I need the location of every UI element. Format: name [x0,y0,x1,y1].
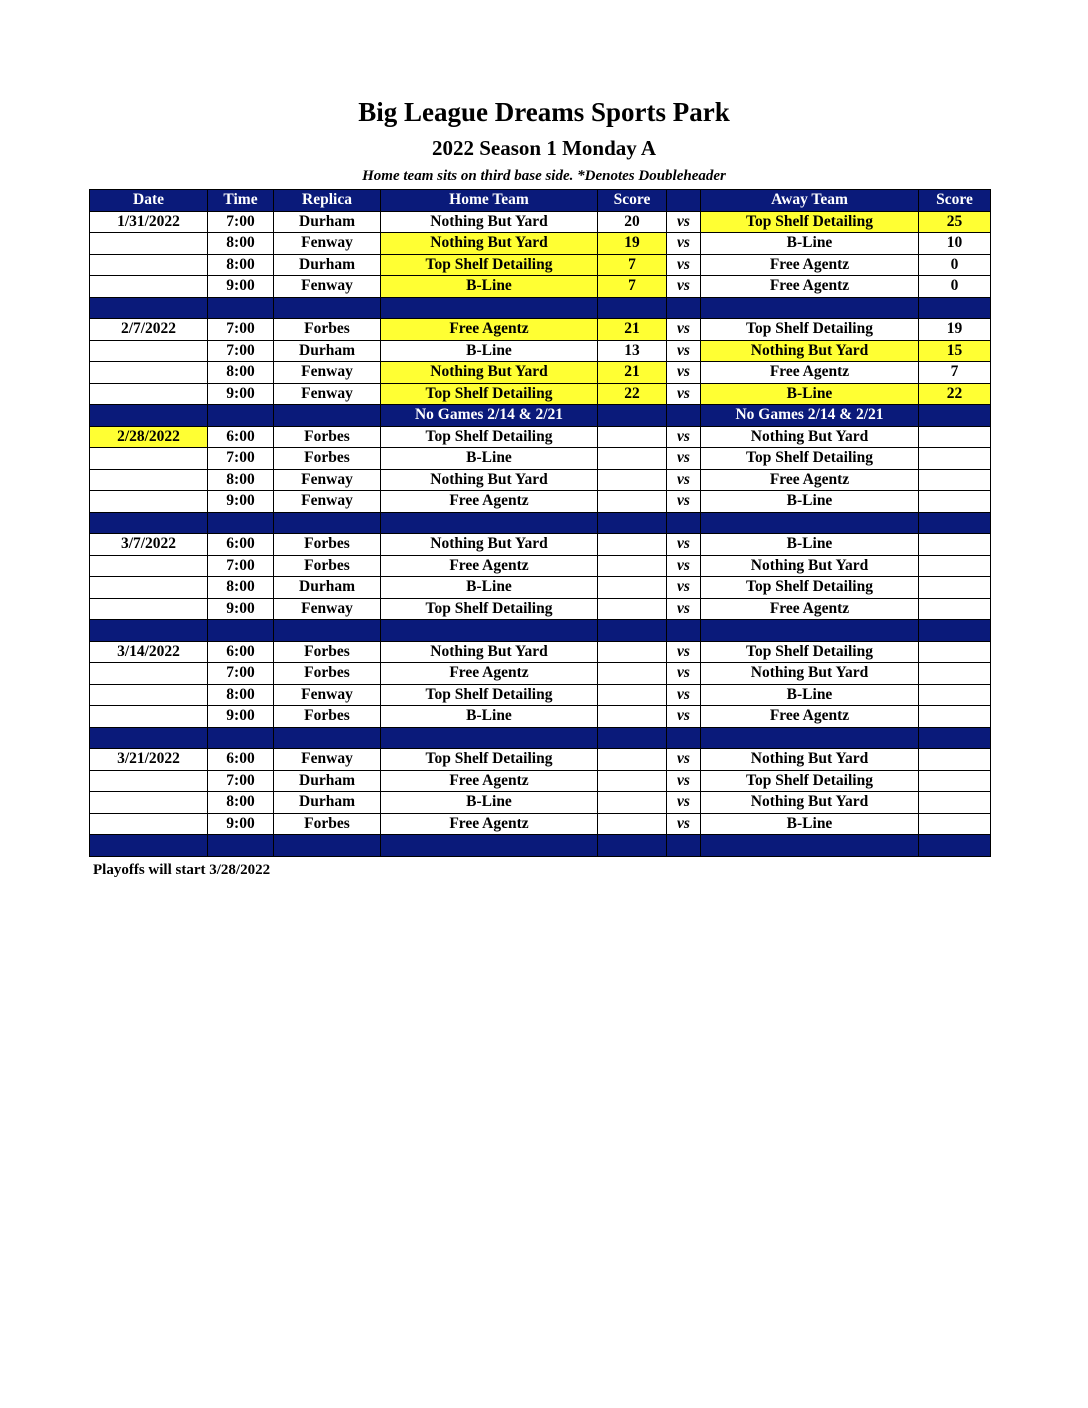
vs-label: vs [667,577,701,599]
game-replica: Forbes [274,319,381,341]
away-team: Nothing But Yard [701,663,919,685]
game-replica: Fenway [274,362,381,384]
vs-label: vs [667,469,701,491]
game-time: 7:00 [208,448,274,470]
page-title: Big League Dreams Sports Park [358,97,730,127]
separator-cell [667,512,701,534]
separator-cell [667,405,701,427]
home-score [598,749,667,771]
game-date [90,684,208,706]
game-date [90,706,208,728]
game-time: 7:00 [208,555,274,577]
separator-cell [208,405,274,427]
game-replica: Forbes [274,448,381,470]
game-replica: Fenway [274,598,381,620]
away-team: B-Line [701,684,919,706]
game-time: 8:00 [208,684,274,706]
separator-home-note [381,297,598,319]
away-team: B-Line [701,534,919,556]
away-team: B-Line [701,233,919,255]
game-date [90,362,208,384]
home-team: Top Shelf Detailing [381,254,598,276]
game-date: 3/14/2022 [90,641,208,663]
game-time: 8:00 [208,233,274,255]
separator-row [90,405,991,427]
schedule-body [90,211,991,856]
table-row [90,254,991,276]
home-team: B-Line [381,340,598,362]
home-team: Nothing But Yard [381,534,598,556]
home-team: Nothing But Yard [381,233,598,255]
separator-cell [598,835,667,857]
separator-cell [274,297,381,319]
home-score: 21 [598,319,667,341]
game-time: 9:00 [208,383,274,405]
playoffs-note: Playoffs will start 3/28/2022 [93,862,271,878]
separator-cell [274,405,381,427]
separator-away-note [701,297,919,319]
table-row [90,555,991,577]
game-time: 9:00 [208,491,274,513]
home-team: Nothing But Yard [381,641,598,663]
separator-cell [90,297,208,319]
home-score [598,534,667,556]
away-team: Nothing But Yard [701,792,919,814]
table-row [90,448,991,470]
separator-cell [919,405,991,427]
vs-label: vs [667,663,701,685]
home-team: Top Shelf Detailing [381,426,598,448]
game-date [90,383,208,405]
away-score [919,663,991,685]
game-date [90,813,208,835]
home-score: 22 [598,383,667,405]
game-time: 6:00 [208,534,274,556]
home-team: Nothing But Yard [381,362,598,384]
game-replica: Fenway [274,749,381,771]
vs-label: vs [667,233,701,255]
game-replica: Forbes [274,555,381,577]
vs-label: vs [667,749,701,771]
game-time: 9:00 [208,598,274,620]
game-date [90,340,208,362]
away-score [919,749,991,771]
game-time: 8:00 [208,362,274,384]
away-score [919,813,991,835]
game-replica: Durham [274,340,381,362]
separator-cell [208,297,274,319]
vs-label: vs [667,340,701,362]
game-replica: Forbes [274,706,381,728]
table-row [90,319,991,341]
table-header-row [90,190,991,212]
separator-cell [598,727,667,749]
away-score [919,555,991,577]
column-header-away-score: Score [919,190,991,212]
home-score: 21 [598,362,667,384]
separator-cell [919,297,991,319]
away-score: 19 [919,319,991,341]
game-date: 2/7/2022 [90,319,208,341]
away-team: Free Agentz [701,598,919,620]
away-team: B-Line [701,813,919,835]
away-score: 10 [919,233,991,255]
away-score [919,534,991,556]
home-score [598,555,667,577]
home-score [598,684,667,706]
separator-cell [598,512,667,534]
table-row [90,598,991,620]
home-score [598,770,667,792]
away-score: 22 [919,383,991,405]
separator-home-note [381,512,598,534]
game-date [90,233,208,255]
game-replica: Fenway [274,233,381,255]
away-score [919,706,991,728]
game-time: 8:00 [208,792,274,814]
away-team: Top Shelf Detailing [701,448,919,470]
away-score [919,792,991,814]
away-team: Free Agentz [701,276,919,298]
table-row [90,383,991,405]
game-time: 6:00 [208,749,274,771]
separator-cell [208,727,274,749]
away-team: Free Agentz [701,362,919,384]
home-score [598,813,667,835]
schedule-note: Home team sits on third base side. *Denotes Doubleheader [362,168,726,184]
away-score: 7 [919,362,991,384]
game-replica: Forbes [274,641,381,663]
separator-home-note [381,727,598,749]
game-time: 9:00 [208,813,274,835]
separator-row [90,835,991,857]
separator-cell [274,835,381,857]
separator-home-note [381,835,598,857]
table-row [90,340,991,362]
vs-label: vs [667,813,701,835]
game-date [90,577,208,599]
table-row [90,684,991,706]
game-date: 2/28/2022 [90,426,208,448]
page-subtitle: 2022 Season 1 Monday A [431,136,657,160]
game-date [90,469,208,491]
separator-cell [598,405,667,427]
home-score [598,792,667,814]
vs-label: vs [667,598,701,620]
table-row [90,706,991,728]
vs-label: vs [667,491,701,513]
away-team: Top Shelf Detailing [701,770,919,792]
away-score [919,577,991,599]
home-team: Top Shelf Detailing [381,383,598,405]
home-team: B-Line [381,577,598,599]
away-score [919,598,991,620]
vs-label: vs [667,319,701,341]
column-header-replica: Replica [274,190,381,212]
home-team: Top Shelf Detailing [381,684,598,706]
separator-cell [667,297,701,319]
game-time: 7:00 [208,770,274,792]
separator-home-note [381,620,598,642]
game-date [90,663,208,685]
game-replica: Durham [274,770,381,792]
game-time: 7:00 [208,319,274,341]
home-team: B-Line [381,276,598,298]
away-score [919,426,991,448]
game-replica: Fenway [274,684,381,706]
separator-home-note: No Games 2/14 & 2/21 [381,405,598,427]
vs-label: vs [667,276,701,298]
home-score [598,706,667,728]
table-row [90,641,991,663]
vs-label: vs [667,555,701,577]
away-team: Free Agentz [701,254,919,276]
column-header-time: Time [208,190,274,212]
separator-cell [274,512,381,534]
separator-cell [90,405,208,427]
separator-cell [919,620,991,642]
column-header-date: Date [90,190,208,212]
game-replica: Forbes [274,813,381,835]
away-team: Nothing But Yard [701,749,919,771]
schedule-table [89,189,991,857]
table-row [90,577,991,599]
home-score [598,663,667,685]
game-date [90,254,208,276]
game-replica: Durham [274,211,381,233]
separator-cell [90,727,208,749]
column-header-home-team: Home Team [381,190,598,212]
home-team: Nothing But Yard [381,469,598,491]
away-team: Top Shelf Detailing [701,211,919,233]
column-header-away-team: Away Team [701,190,919,212]
home-score: 7 [598,276,667,298]
game-time: 8:00 [208,469,274,491]
vs-label: vs [667,770,701,792]
home-score [598,491,667,513]
separator-away-note [701,727,919,749]
home-team: B-Line [381,706,598,728]
game-time: 9:00 [208,276,274,298]
away-team: Nothing But Yard [701,426,919,448]
game-date [90,770,208,792]
away-team: B-Line [701,491,919,513]
table-row [90,534,991,556]
separator-cell [90,620,208,642]
away-score: 15 [919,340,991,362]
vs-label: vs [667,211,701,233]
separator-away-note [701,835,919,857]
game-date: 3/7/2022 [90,534,208,556]
separator-cell [598,297,667,319]
separator-cell [274,620,381,642]
home-team: Free Agentz [381,491,598,513]
vs-label: vs [667,426,701,448]
away-score [919,770,991,792]
away-team: Top Shelf Detailing [701,319,919,341]
separator-away-note: No Games 2/14 & 2/21 [701,405,919,427]
separator-cell [208,512,274,534]
game-date [90,491,208,513]
table-row [90,792,991,814]
separator-cell [667,835,701,857]
away-team: Nothing But Yard [701,555,919,577]
column-header-vs [667,190,701,212]
game-time: 7:00 [208,340,274,362]
home-score [598,448,667,470]
game-date [90,555,208,577]
separator-row [90,620,991,642]
table-row [90,663,991,685]
separator-row [90,727,991,749]
game-replica: Durham [274,577,381,599]
home-team: Nothing But Yard [381,211,598,233]
home-score: 20 [598,211,667,233]
home-score [598,469,667,491]
separator-cell [667,727,701,749]
home-team: Free Agentz [381,813,598,835]
away-team: B-Line [701,383,919,405]
game-date [90,598,208,620]
game-replica: Fenway [274,469,381,491]
game-date: 3/21/2022 [90,749,208,771]
game-time: 8:00 [208,254,274,276]
separator-cell [919,835,991,857]
vs-label: vs [667,706,701,728]
home-score [598,641,667,663]
vs-label: vs [667,383,701,405]
table-row [90,749,991,771]
away-score: 0 [919,254,991,276]
separator-cell [667,620,701,642]
table-row [90,362,991,384]
game-time: 6:00 [208,426,274,448]
separator-away-note [701,512,919,534]
table-row [90,469,991,491]
home-score [598,577,667,599]
home-team: B-Line [381,792,598,814]
game-replica: Fenway [274,383,381,405]
table-row [90,276,991,298]
game-date [90,276,208,298]
separator-cell [598,620,667,642]
away-score [919,684,991,706]
home-score [598,598,667,620]
game-replica: Forbes [274,534,381,556]
game-time: 9:00 [208,706,274,728]
table-row [90,813,991,835]
game-replica: Fenway [274,276,381,298]
game-time: 6:00 [208,641,274,663]
away-score: 0 [919,276,991,298]
away-team: Top Shelf Detailing [701,577,919,599]
game-replica: Durham [274,792,381,814]
game-date [90,792,208,814]
game-date: 1/31/2022 [90,211,208,233]
home-team: Free Agentz [381,319,598,341]
away-score: 25 [919,211,991,233]
home-score: 13 [598,340,667,362]
vs-label: vs [667,792,701,814]
away-score [919,469,991,491]
game-time: 7:00 [208,211,274,233]
away-score [919,491,991,513]
away-team: Free Agentz [701,706,919,728]
home-team: Top Shelf Detailing [381,598,598,620]
away-team: Free Agentz [701,469,919,491]
home-score [598,426,667,448]
table-row [90,426,991,448]
table-row [90,233,991,255]
home-team: Free Agentz [381,555,598,577]
vs-label: vs [667,254,701,276]
vs-label: vs [667,362,701,384]
separator-row [90,512,991,534]
table-row [90,770,991,792]
home-team: Free Agentz [381,770,598,792]
separator-cell [274,727,381,749]
separator-row [90,297,991,319]
away-score [919,641,991,663]
game-time: 7:00 [208,663,274,685]
vs-label: vs [667,641,701,663]
home-team: Top Shelf Detailing [381,749,598,771]
away-team: Top Shelf Detailing [701,641,919,663]
separator-cell [90,835,208,857]
home-team: Free Agentz [381,663,598,685]
separator-cell [90,512,208,534]
away-score [919,448,991,470]
separator-away-note [701,620,919,642]
home-score: 7 [598,254,667,276]
separator-cell [919,727,991,749]
away-team: Nothing But Yard [701,340,919,362]
vs-label: vs [667,684,701,706]
game-date [90,448,208,470]
home-score: 19 [598,233,667,255]
separator-cell [919,512,991,534]
game-replica: Durham [274,254,381,276]
separator-cell [208,835,274,857]
home-team: B-Line [381,448,598,470]
table-row [90,491,991,513]
vs-label: vs [667,448,701,470]
table-row [90,211,991,233]
separator-cell [208,620,274,642]
vs-label: vs [667,534,701,556]
column-header-home-score: Score [598,190,667,212]
game-replica: Forbes [274,663,381,685]
game-replica: Fenway [274,491,381,513]
game-replica: Forbes [274,426,381,448]
game-time: 8:00 [208,577,274,599]
